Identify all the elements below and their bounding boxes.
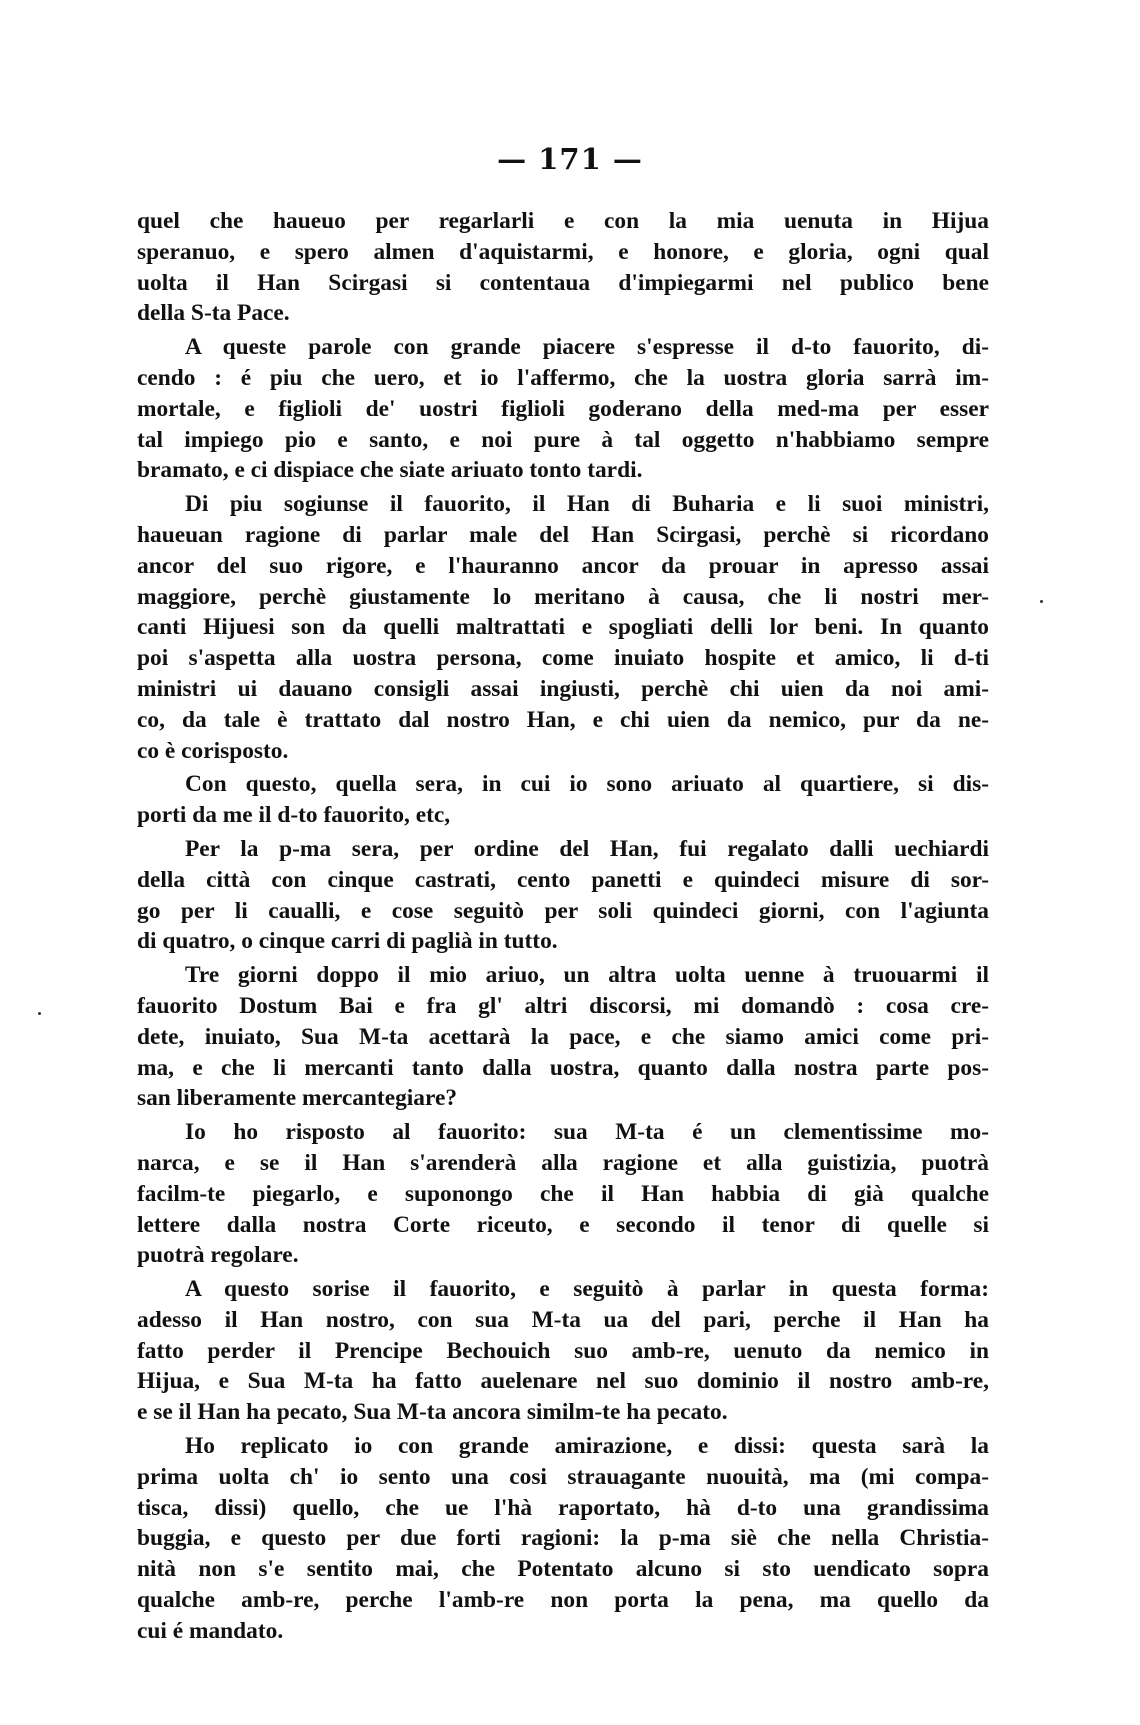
text-line: facilm-te piegarlo, e suponongo che il Han habbia di già qualche — [137, 1180, 989, 1207]
text-line: della S-ta Pace. — [137, 300, 290, 327]
text-line: maggiore, perchè giustamente lo meritano à causa, che li nostri mer- — [137, 583, 989, 610]
text-line: qualche amb-re, perche l'amb-re non porta la pena, ma quello da — [137, 1587, 989, 1614]
text-line: cendo : é piu che uero, et io l'affermo, che la uostra gloria sarrà im- — [137, 364, 989, 391]
text-line: prima uolta ch' io sento una cosi strauagante nuouità, ma (mi compa- — [137, 1463, 989, 1490]
text-line: puotrà regolare. — [137, 1242, 299, 1269]
text-line: lettere dalla nostra Corte riceuto, e secondo il tenor di quelle si — [137, 1211, 989, 1238]
text-line: Con questo, quella sera, in cui io sono ariuato al quartiere, si dis- — [185, 771, 989, 798]
text-line: co è corisposto. — [137, 737, 289, 764]
text-line: haueuan ragione di parlar male del Han Scirgasi, perchè si ricordano — [137, 521, 989, 548]
text-line: canti Hijuesi son da quelli maltrattati e spogliati delli lor beni. In quanto — [137, 614, 989, 641]
text-line: narca, e se il Han s'arenderà alla ragione et alla guistizia, puotrà — [137, 1149, 989, 1176]
text-line: speranuo, e spero almen d'aquistarmi, e honore, e gloria, ogni qual — [137, 238, 989, 265]
text-line: ancor del suo rigore, e l'hauranno ancor da prouar in apresso assai — [137, 552, 989, 579]
paragraph — [137, 1274, 989, 1428]
text-line: porti da me il d-to fauorito, etc, — [137, 802, 451, 829]
paragraph — [137, 834, 989, 957]
page-number: — 171 — — [497, 142, 643, 176]
print-speck — [38, 1012, 41, 1015]
paragraph — [137, 206, 989, 329]
text-line: Di piu sogiunse il fauorito, il Han di Buharia e li suoi ministri, — [185, 491, 989, 518]
text-line: go per li caualli, e cose seguitò per soli quindeci giorni, con l'agiunta — [137, 897, 989, 924]
text-line: Tre giorni doppo il mio ariuo, un altra uolta uenne à truouarmi il — [185, 962, 989, 989]
text-line: adesso il Han nostro, con sua M-ta ua del pari, perche il Han ha — [137, 1306, 989, 1333]
paragraph — [137, 769, 989, 831]
text-line: Hijua, e Sua M-ta ha fatto auelenare nel suo dominio il nostro amb-re, — [137, 1368, 989, 1395]
text-line: co, da tale è trattato dal nostro Han, e chi uien da nemico, pur da ne- — [137, 706, 989, 733]
text-line: e se il Han ha pecato, Sua M-ta ancora similm-te ha pecato. — [137, 1399, 728, 1426]
text-line: tisca, dissi) quello, che ue l'hà raportato, hà d-to una grandissima — [137, 1494, 989, 1521]
text-line: fauorito Dostum Bai e fra gl' altri discorsi, mi domandò : cosa cre- — [137, 992, 989, 1019]
text-line: ministri ui dauano consigli assai ingiusti, perchè chi uien da noi ami- — [137, 675, 989, 702]
print-speck — [1040, 600, 1043, 603]
text-line: ma, e che li mercanti tanto dalla uostra, quanto dalla nostra parte pos- — [137, 1054, 989, 1081]
text-line: nità non s'e sentito mai, che Potentato alcuno si sto uendicato sopra — [137, 1556, 989, 1583]
text-line: uolta il Han Scirgasi si contentaua d'impiegarmi nel publico bene — [137, 269, 989, 296]
text-line: A queste parole con grande piacere s'espresse il d-to fauorito, di- — [185, 334, 989, 361]
text-line: buggia, e questo per due forti ragioni: la p-ma siè che nella Christia- — [137, 1525, 989, 1552]
text-line: bramato, e ci dispiace che siate ariuato tonto tardi. — [137, 457, 643, 484]
paragraph — [137, 1117, 989, 1271]
text-line: di quatro, o cinque carri di paglià in tutto. — [137, 928, 558, 955]
text-line: poi s'aspetta alla uostra persona, come inuiato hospite et amico, li d-ti — [137, 645, 989, 672]
text-line: dete, inuiato, Sua M-ta acettarà la pace, e che siamo amici come pri- — [137, 1023, 989, 1050]
text-line: Per la p-ma sera, per ordine del Han, fui regalato dalli uechiardi — [185, 835, 989, 862]
text-line: Io ho risposto al fauorito: sua M-ta é un clementissime mo- — [185, 1119, 989, 1146]
paragraph — [137, 489, 989, 766]
text-line: della città con cinque castrati, cento panetti e quindeci misure di sor- — [137, 866, 989, 893]
paragraph — [137, 960, 989, 1114]
text-line: cui é mandato. — [137, 1617, 284, 1644]
body-text — [137, 206, 989, 1647]
text-line: mortale, e figlioli de' uostri figlioli goderano della med-ma per esser — [137, 395, 989, 422]
text-line: A questo sorise il fauorito, e seguitò à parlar in questa forma: — [185, 1276, 989, 1303]
text-line: fatto perder il Prencipe Bechouich suo amb-re, uenuto da nemico in — [137, 1337, 989, 1364]
text-line: Ho replicato io con grande amirazione, e dissi: questa sarà la — [185, 1433, 989, 1460]
text-line: quel che haueuo per regarlarli e con la mia uenuta in Hijua — [137, 208, 989, 234]
paragraph — [137, 332, 989, 486]
paragraph — [137, 1431, 989, 1647]
text-line: tal impiego pio e santo, e noi pure à tal oggetto n'habbiamo sempre — [137, 426, 989, 453]
text-line: san liberamente mercantegiare? — [137, 1085, 458, 1112]
